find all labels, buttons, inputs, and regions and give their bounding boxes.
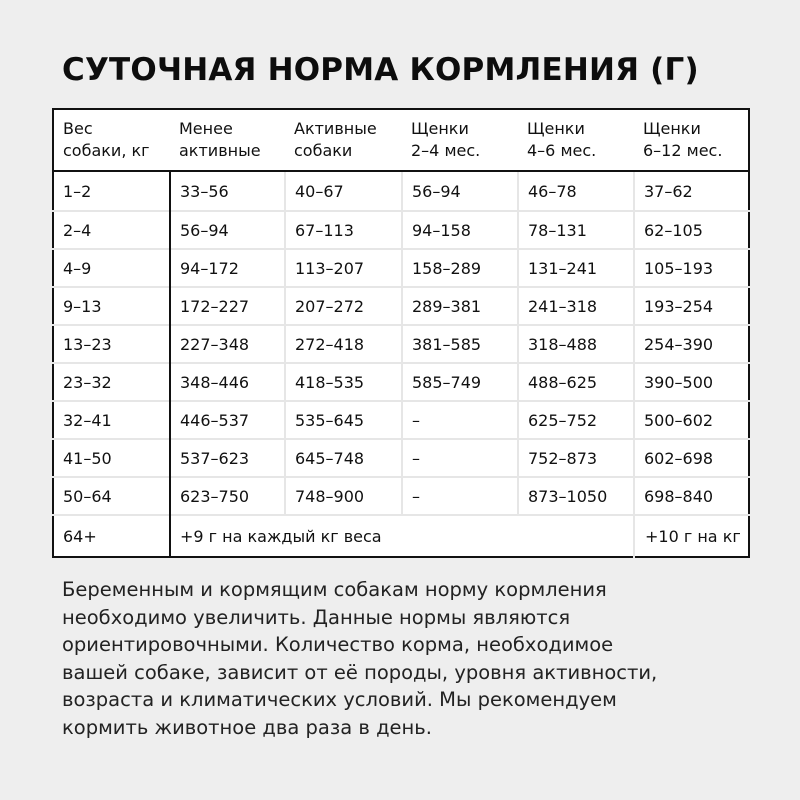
table-cell: 748–900 — [285, 477, 402, 515]
table-cell: 318–488 — [518, 325, 634, 363]
footnote-line: необходимо увеличить. Данные нормы являются — [62, 605, 571, 629]
table-cell: 94–158 — [402, 211, 518, 249]
table-cell: 446–537 — [170, 401, 285, 439]
table-cell: 9–13 — [53, 287, 170, 325]
table-row — [53, 439, 749, 477]
table-cell: 241–318 — [518, 287, 634, 325]
feeding-table — [52, 108, 750, 558]
table-row — [53, 401, 749, 439]
table-cell: 348–446 — [170, 363, 285, 401]
table-cell: 56–94 — [170, 211, 285, 249]
table-cell: 158–289 — [402, 249, 518, 287]
table-cell: 602–698 — [634, 439, 749, 477]
footnote — [62, 576, 742, 741]
table-cell: 33–56 — [180, 181, 229, 201]
table-cell: – — [402, 439, 518, 477]
table-cell: 488–625 — [518, 363, 634, 401]
table-cell: 193–254 — [634, 287, 749, 325]
table-cell: 537–623 — [170, 439, 285, 477]
table-cell: 500–602 — [634, 401, 749, 439]
table-cell: 23–32 — [53, 363, 170, 401]
header-puppies-2-4: Щенки 2–4 мес. — [402, 109, 518, 171]
table-cell: 131–241 — [518, 249, 634, 287]
table-cell: 94–172 — [170, 249, 285, 287]
table-cell: 227–348 — [170, 325, 285, 363]
table-header-row — [53, 109, 749, 171]
table-cell: 1–2 — [53, 171, 170, 211]
table-cell: 105–193 — [634, 249, 749, 287]
header-puppies-6-12: Щенки 6–12 мес. — [634, 109, 749, 171]
table-cell: 272–418 — [285, 325, 402, 363]
table-cell: 207–272 — [285, 287, 402, 325]
footnote-line: Беременным и кормящим собакам норму кормления — [62, 578, 607, 601]
table-cell: 4–9 — [53, 249, 170, 287]
table-row — [53, 211, 749, 249]
table-cell: 381–585 — [402, 325, 518, 363]
table-row-over-64 — [53, 515, 749, 557]
footnote-line: кормить животное два раза в день. — [62, 715, 432, 739]
header-less-active: Менее активные — [170, 109, 285, 171]
table-cell: – — [402, 401, 518, 439]
table-cell: 390–500 — [634, 363, 749, 401]
table-cell: 32–41 — [53, 401, 170, 439]
table-cell: 535–645 — [285, 401, 402, 439]
header-active: Активные собаки — [285, 109, 402, 171]
table-cell: 78–131 — [518, 211, 634, 249]
table-cell: 418–535 — [285, 363, 402, 401]
table-cell: 625–752 — [518, 401, 634, 439]
table-row — [53, 477, 749, 515]
table-cell: 698–840 — [634, 477, 749, 515]
table-cell: 13–23 — [53, 325, 170, 363]
table-row — [53, 363, 749, 401]
table-cell: 873–1050 — [518, 477, 634, 515]
table-cell: 37–62 — [634, 171, 749, 211]
table-cell: 41–50 — [53, 439, 170, 477]
table-row — [53, 171, 749, 211]
table-cell: 40–67 — [285, 171, 402, 211]
footnote-line: вашей собаке, зависит от её породы, уровня активности, — [62, 660, 658, 684]
table-cell: 172–227 — [170, 287, 285, 325]
table-cell: 289–381 — [402, 287, 518, 325]
table-cell-extra-per-kg: +9 г на каждый кг веса — [170, 515, 634, 557]
table-cell: 62–105 — [634, 211, 749, 249]
header-weight: Вес собаки, кг — [53, 109, 170, 171]
table-cell: – — [402, 477, 518, 515]
table-cell: 67–113 — [285, 211, 402, 249]
table-cell: 254–390 — [634, 325, 749, 363]
table-cell: 585–749 — [402, 363, 518, 401]
header-puppies-4-6: Щенки 4–6 мес. — [518, 109, 634, 171]
footnote-line: возраста и климатических условий. Мы рекомендуем — [62, 688, 617, 711]
table-row — [53, 287, 749, 325]
footnote-line: ориентировочными. Количество корма, необходимое — [62, 633, 614, 656]
table-cell-weight-over-64: 64+ — [53, 515, 170, 557]
table-cell-extra-per-kg-puppies: +10 г на кг — [634, 515, 749, 557]
table-cell: 113–207 — [285, 249, 402, 287]
table-cell: 752–873 — [518, 439, 634, 477]
table-cell: 50–64 — [53, 477, 170, 515]
table-cell: 645–748 — [285, 439, 402, 477]
table-cell: 46–78 — [518, 171, 634, 211]
table-row — [53, 249, 749, 287]
table-cell: 623–750 — [170, 477, 285, 515]
table-cell: 2–4 — [53, 211, 170, 249]
table-row — [53, 325, 749, 363]
page-title: СУТОЧНАЯ НОРМА КОРМЛЕНИЯ (Г) — [62, 52, 699, 88]
table-cell: 56–94 — [402, 171, 518, 211]
